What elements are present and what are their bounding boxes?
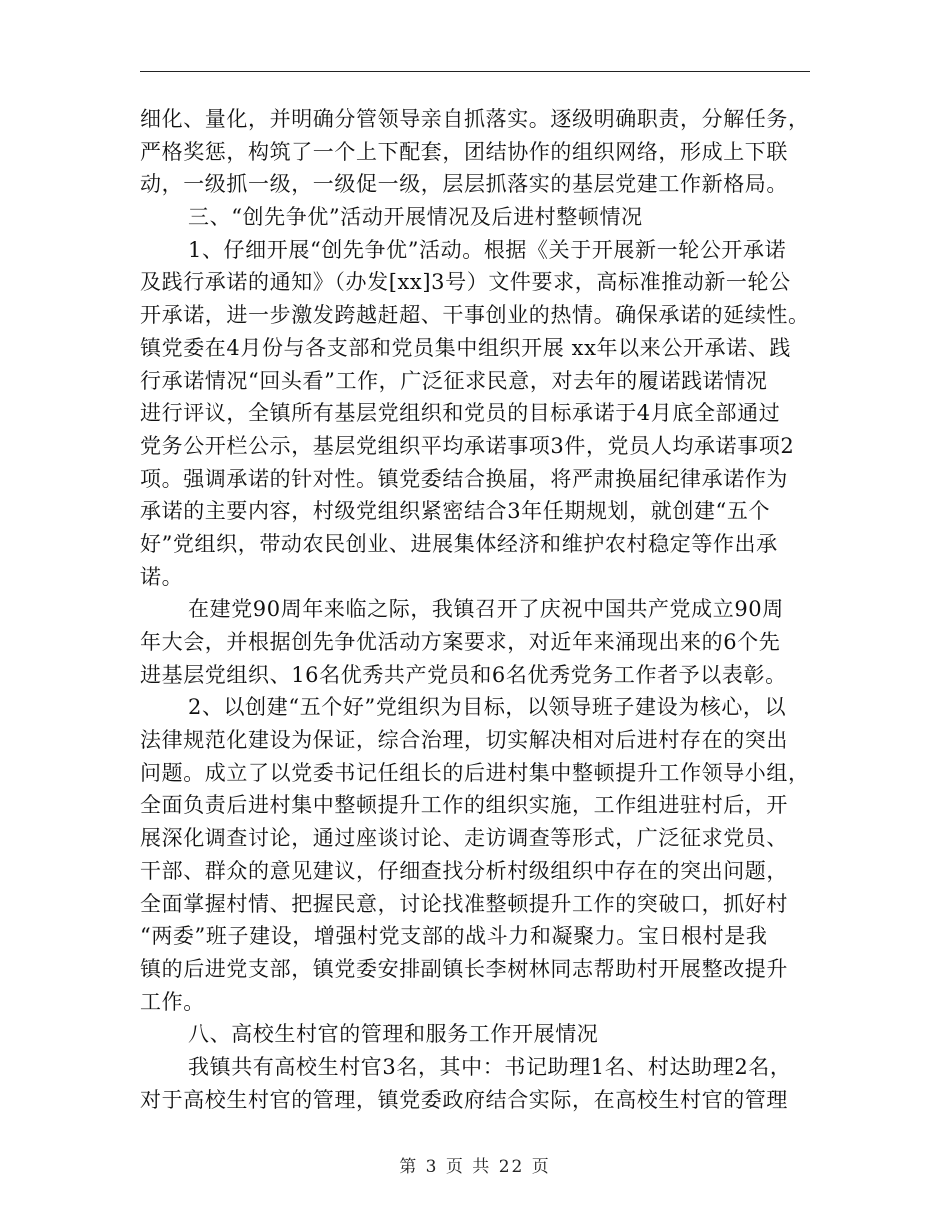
text-line: 在建党90周年来临之际，我镇召开了庆祝中国共产党成立90周 bbox=[188, 597, 784, 622]
text-line: 动，一级抓一级，一级促一级，层层抓落实的基层党建工作新格局。 bbox=[140, 172, 788, 197]
text-line: 诺。 bbox=[140, 564, 184, 589]
text-line: 及践行承诺的通知》（办发[xx]3号）文件要求，高标准推动新一轮公 bbox=[140, 270, 791, 295]
text-line: 八、高校生村官的管理和服务工作开展情况 bbox=[188, 1022, 599, 1047]
text-line: 工作。 bbox=[140, 989, 205, 1014]
text-line: 项。强调承诺的针对性。镇党委结合换届，将严肃换届纪律承诺作为 bbox=[140, 466, 788, 491]
text-line: 1、仔细开展“创先争优”活动。根据《关于开展新一轮公开承诺 bbox=[188, 237, 787, 262]
text-line: 问题。成立了以党委书记任组长的后进村集中整顿提升工作领导小组， bbox=[140, 760, 810, 785]
text-line: 年大会，并根据创先争优活动方案要求，对近年来涌现出来的6个先 bbox=[140, 630, 781, 654]
text-line: 全面负责后进村集中整顿提升工作的组织实施，工作组进驻村后，开 bbox=[140, 793, 788, 818]
text-line: 镇党委在4月份与各支部和党员集中组织开展 xx年以来公开承诺、践 bbox=[140, 335, 791, 360]
text-line: 进基层党组织、16名优秀共产党员和6名优秀党务工作者予以表彰。 bbox=[140, 662, 787, 687]
page-number: 第 3 页 共 22 页 bbox=[399, 1157, 551, 1177]
text-line: 党务公开栏公示，基层党组织平均承诺事项3件，党员人均承诺事项2 bbox=[140, 433, 795, 458]
text-line: 细化、量化，并明确分管领导亲自抓落实。逐级明确职责，分解任务， bbox=[140, 107, 810, 131]
text-line: 2、以创建“五个好”党组织为目标，以领导班子建设为核心，以 bbox=[188, 695, 787, 720]
text-line: 全面掌握村情、把握民意，讨论找准整顿提升工作的突破口，抓好村 bbox=[140, 891, 788, 916]
text-line: 严格奖惩，构筑了一个上下配套，团结协作的组织网络，形成上下联 bbox=[140, 139, 788, 164]
text-line: 好”党组织，带动农民创业、进展集体经济和维护农村稳定等作出承 bbox=[140, 531, 778, 556]
text-line: 干部、群众的意见建议，仔细查找分析村级组织中存在的突出问题， bbox=[140, 858, 788, 883]
document-body bbox=[140, 103, 812, 1116]
text-line: “两委”班子建设，增强村党支部的战斗力和凝聚力。宝日根村是我 bbox=[140, 924, 768, 949]
text-line: 开承诺，进一步激发跨越赶超、干事创业的热情。确保承诺的延续性。 bbox=[140, 303, 810, 328]
text-line: 对于高校生村官的管理，镇党委政府结合实际，在高校生村官的管理 bbox=[140, 1087, 788, 1112]
header-rule bbox=[140, 71, 810, 72]
text-line: 三、“创先争优”活动开展情况及后进村整顿情况 bbox=[188, 205, 643, 230]
text-line: 行承诺情况“回头看”工作，广泛征求民意，对去年的履诺践诺情况 bbox=[140, 368, 768, 393]
text-line: 进行评议，全镇所有基层党组织和党员的目标承诺于4月底全部通过 bbox=[140, 401, 781, 426]
text-line: 镇的后进党支部，镇党委安排副镇长李树林同志帮助村开展整改提升 bbox=[140, 956, 788, 981]
text-line: 承诺的主要内容，村级党组织紧密结合3年任期规划，就创建“五个 bbox=[140, 499, 771, 524]
text-line: 我镇共有高校生村官3名，其中：书记助理1名、村达助理2名， bbox=[188, 1054, 792, 1079]
text-line: 展深化调查讨论，通过座谈讨论、走访调查等形式，广泛征求党员、 bbox=[140, 826, 788, 851]
text-line: 法律规范化建设为保证，综合治理，切实解决相对后进村存在的突出 bbox=[140, 728, 788, 753]
